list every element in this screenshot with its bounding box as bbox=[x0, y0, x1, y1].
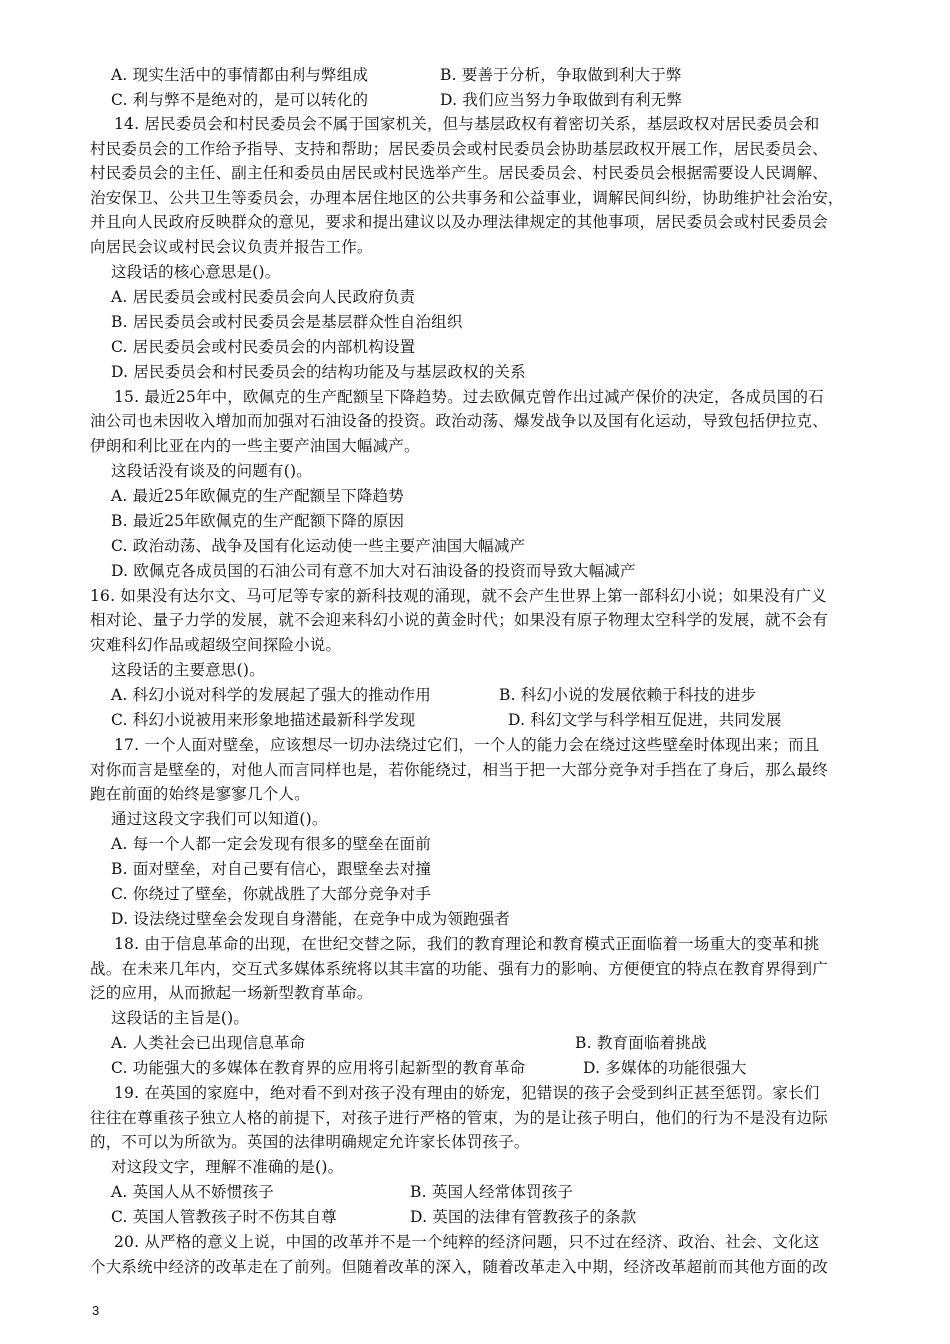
q17-option-a: A. 每一个人都一定会发现有很多的壁垒在面前 bbox=[111, 835, 431, 853]
q19-option-a: A. 英国人从不娇惯孩子 bbox=[111, 1183, 274, 1201]
q18-passage-line: 18. 由于信息革命的出现，在世纪交替之际，我们的教育理论和教育模式正面临着一场重大的变革和挑 bbox=[114, 935, 820, 953]
q15-option-c: C. 政治动荡、战争及国有化运动使一些主要产油国大幅减产 bbox=[111, 537, 526, 555]
q14-passage-line: 14. 居民委员会和村民委员会不属于国家机关，但与基层政权有着密切关系，基层政权对居民委员会和 bbox=[114, 115, 820, 133]
q15-option-b: B. 最近25年欧佩克的生产配额下降的原因 bbox=[111, 512, 405, 530]
q16-option-b: B. 科幻小说的发展依赖于科技的进步 bbox=[499, 686, 757, 704]
q19-option-c: C. 英国人管教孩子时不伤其自尊 bbox=[111, 1208, 337, 1226]
q14-passage-line: 治安保卫、公共卫生等委员会，办理本居住地区的公共事务和公益事业，调解民间纠纷，协助维护社会治安， bbox=[90, 189, 844, 207]
q19-passage-line: 19. 在英国的家庭中，绝对看不到对孩子没有理由的娇宠，犯错误的孩子会受到纠正甚至惩罚。家长们 bbox=[114, 1084, 820, 1102]
q14-option-d: D. 居民委员会和村民委员会的结构功能及与基层政权的关系 bbox=[111, 363, 526, 381]
q17-option-b: B. 面对壁垒，对自己要有信心，跟壁垒去对撞 bbox=[111, 860, 432, 878]
q16-option-c: C. 科幻小说被用来形象地描述最新科学发现 bbox=[111, 711, 416, 729]
q19-passage-line: 往往在尊重孩子独立人格的前提下，对孩子进行严格的管束，为的是让孩子明白，他们的行为不是没有边际 bbox=[90, 1109, 828, 1127]
q17-question: 通过这段文字我们可以知道()。 bbox=[111, 810, 328, 828]
q14-option-b: B. 居民委员会或村民委员会是基层群众性自治组织 bbox=[111, 313, 463, 331]
q16-option-a: A. 科幻小说对科学的发展起了强大的推动作用 bbox=[111, 686, 431, 704]
q19-option-d: D. 英国的法律有管教孩子的条款 bbox=[410, 1208, 637, 1226]
q19-option-b: B. 英国人经常体罚孩子 bbox=[410, 1183, 574, 1201]
q18-option-d: D. 多媒体的功能很强大 bbox=[583, 1059, 747, 1077]
q13-option-c: C. 利与弊不是绝对的，是可以转化的 bbox=[111, 91, 369, 109]
q17-option-d: D. 设法绕过壁垒会发现自身潜能，在竞争中成为领跑强者 bbox=[111, 910, 511, 928]
q19-passage-line: 的，不可以为所欲为。英国的法律明确规定允许家长体罚孩子。 bbox=[90, 1133, 530, 1151]
q13-option-a: A. 现实生活中的事情都由利与弊组成 bbox=[111, 66, 369, 84]
q14-passage-line: 向居民会议或村民会议负责并报告工作。 bbox=[90, 238, 373, 256]
q18-passage-line: 泛的应用，从而掀起一场新型教育革命。 bbox=[90, 984, 373, 1002]
q20-passage-line: 个大系统中经济的改革走在了前列。但随着改革的深入，随着改革走入中期，经济改革超前而其他方面的改 bbox=[90, 1258, 828, 1276]
q17-passage-line: 对你而言是壁垒的，对他人而言同样也是，若你能绕过，相当于把一大部分竞争对手挡在了身后，那么最终 bbox=[90, 761, 828, 779]
q20-passage-line: 20. 从严格的意义上说，中国的改革并不是一个纯粹的经济问题，只不过在经济、政治、社会、文化这 bbox=[114, 1233, 820, 1251]
q15-passage-line: 油公司也未因收入增加而加强对石油设备的投资。政治动荡、爆发战争以及国有化运动，导致包括伊拉克、 bbox=[90, 412, 828, 430]
q13-option-b: B. 要善于分析，争取做到利大于弊 bbox=[440, 66, 682, 84]
q15-option-d: D. 欧佩克各成员国的石油公司有意不加大对石油设备的投资而导致大幅减产 bbox=[111, 562, 636, 580]
q16-option-d: D. 科幻文学与科学相互促进，共同发展 bbox=[508, 711, 782, 729]
q14-passage-line: 村民委员会的工作给予指导、支持和帮助；居民委员会或村民委员会协助基层政权开展工作，居民委员会、 bbox=[90, 140, 828, 158]
q17-option-c: C. 你绕过了壁垒，你就战胜了大部分竞争对手 bbox=[111, 885, 432, 903]
q17-passage-line: 跑在前面的始终是寥寥几个人。 bbox=[90, 785, 310, 803]
q14-question: 这段话的核心意思是()。 bbox=[111, 263, 281, 281]
q17-passage-line: 17. 一个人面对壁垒，应该想尽一切办法绕过它们，一个人的能力会在绕过这些壁垒时体现出来；而且 bbox=[114, 736, 820, 754]
q14-passage-line: 村民委员会的主任、副主任和委员由居民或村民选举产生。居民委员会、村民委员会根据需要设人民调解、 bbox=[90, 164, 828, 182]
q15-passage-line: 15. 最近25年中，欧佩克的生产配额呈下降趋势。过去欧佩克曾作出过减产保价的决定，各成员国的石 bbox=[114, 388, 824, 406]
q15-passage-line: 伊朗和利比亚在内的一些主要产油国大幅减产。 bbox=[90, 437, 420, 455]
q16-question: 这段话的主要意思()。 bbox=[111, 661, 265, 679]
q18-question: 这段话的主旨是()。 bbox=[111, 1009, 250, 1027]
q14-option-c: C. 居民委员会或村民委员会的内部机构设置 bbox=[111, 338, 416, 356]
q18-option-c: C. 功能强大的多媒体在教育界的应用将引起新型的教育革命 bbox=[111, 1059, 526, 1077]
q18-passage-line: 战。在未来几年内，交互式多媒体系统将以其丰富的功能、强有力的影响、方便便宜的特点在教育界得到广 bbox=[90, 960, 828, 978]
q19-question: 对这段文字，理解不准确的是()。 bbox=[111, 1158, 344, 1176]
q16-passage-line: 灾难科幻作品或超级空间探险小说。 bbox=[90, 636, 342, 654]
q16-passage-line: 相对论、量子力学的发展，就不会迎来科幻小说的黄金时代；如果没有原子物理太空科学的发展，就不会有 bbox=[90, 611, 828, 629]
q15-question: 这段话没有谈及的问题有()。 bbox=[111, 462, 312, 480]
q16-passage-line: 16. 如果没有达尔文、马可尼等专家的新科技观的涌现，就不会产生世界上第一部科幻小说；如果没有广义 bbox=[90, 587, 827, 605]
q14-passage-line: 并且向人民政府反映群众的意见，要求和提出建议以及办理法律规定的其他事项，居民委员会或村民委员会 bbox=[90, 213, 828, 231]
q18-option-a: A. 人类社会已出现信息革命 bbox=[111, 1034, 306, 1052]
q14-option-a: A. 居民委员会或村民委员会向人民政府负责 bbox=[111, 288, 416, 306]
q15-option-a: A. 最近25年欧佩克的生产配额呈下降趋势 bbox=[111, 487, 404, 505]
q13-option-d: D. 我们应当努力争取做到有利无弊 bbox=[440, 91, 683, 109]
q18-option-b: B. 教育面临着挑战 bbox=[575, 1034, 707, 1052]
page-number: 3 bbox=[92, 1303, 100, 1318]
